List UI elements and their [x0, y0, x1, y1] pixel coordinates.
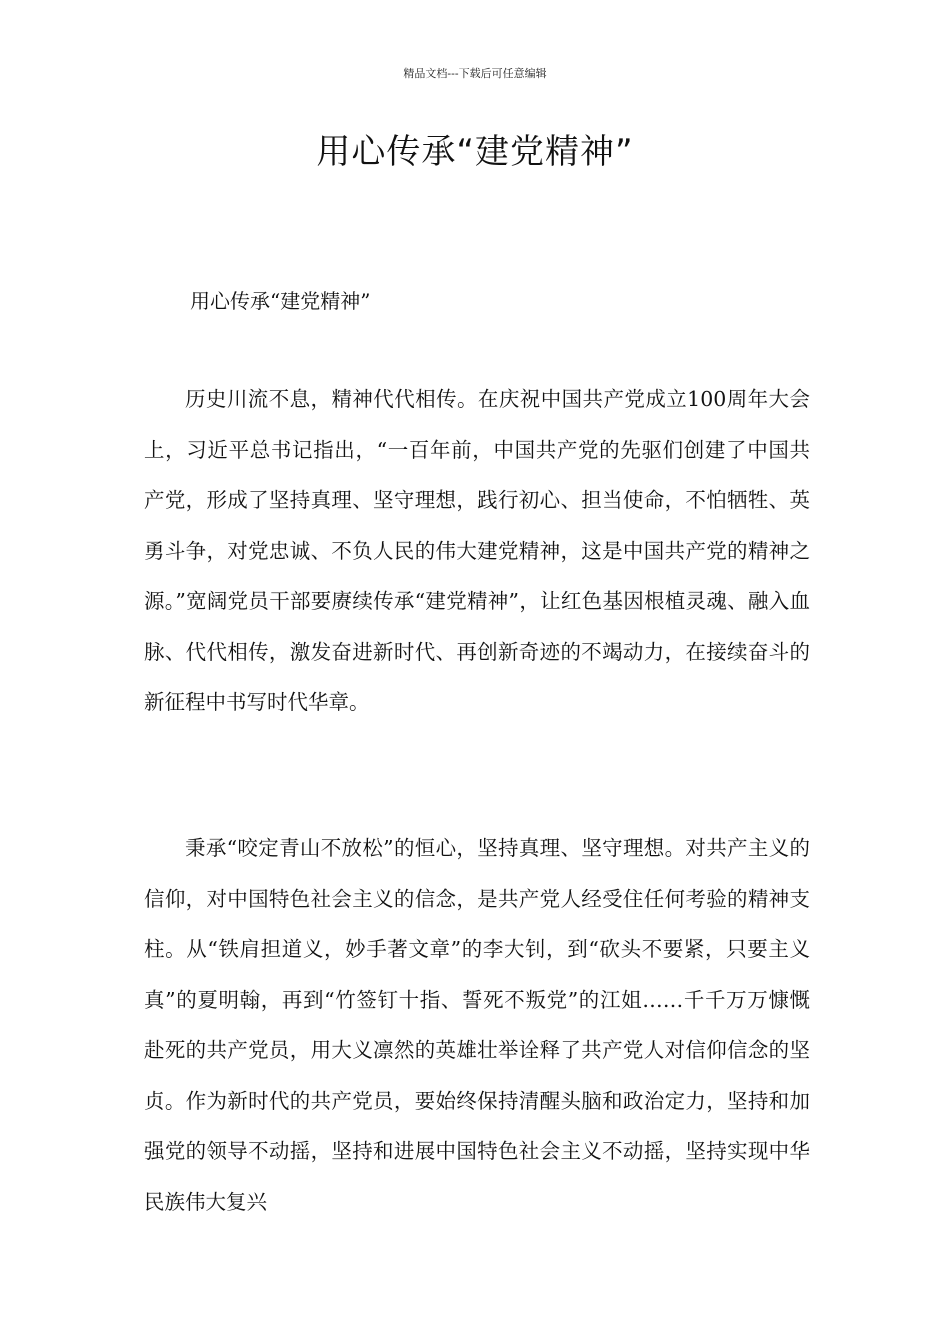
header-note: 精品文档---下载后可任意编辑	[403, 67, 547, 80]
paragraph-2: 秉承“咬定青山不放松”的恒心，坚持真理、坚守理想。对共产主义的信仰，对中国特色社会主义的信念，是共产党人经受住任何考验的精神支柱。从“铁肩担道义，妙手著文章”的李大钊，到“砍头不要紧，只要主义真”的夏明翰，再到“竹签钉十指、誓死不叛党”的江姐……千千万万慷慨赴死的共产党员，用大义凛然的英雄壮举诠释了共产党人对信仰信念的坚贞。作为新时代的共产党员，要始终保持清醒头脑和政治定力，坚持和加强党的领导不动摇，坚持和进展中国特色社会主义不动摇，坚持实现中华民族伟大复兴	[144, 836, 810, 1214]
document-title: 用心传承“建党精神”	[316, 132, 634, 172]
document-subtitle: 用心传承“建党精神”	[190, 289, 371, 313]
paragraph-1: 历史川流不息，精神代代相传。在庆祝中国共产党成立100周年大会上，习近平总书记指出，“一百年前，中国共产党的先驱们创建了中国共产党，形成了坚持真理、坚守理想，践行初心、担当使命，不怕牺牲、英勇斗争，对党忠诚、不负人民的伟大建党精神，这是中国共产党的精神之源。”宽阔党员干部要赓续传承“建党精神”，让红色基因根植灵魂、融入血脉、代代相传，激发奋进新时代、再创新奇迹的不竭动力，在接续奋斗的新征程中书写时代华章。	[144, 387, 810, 714]
